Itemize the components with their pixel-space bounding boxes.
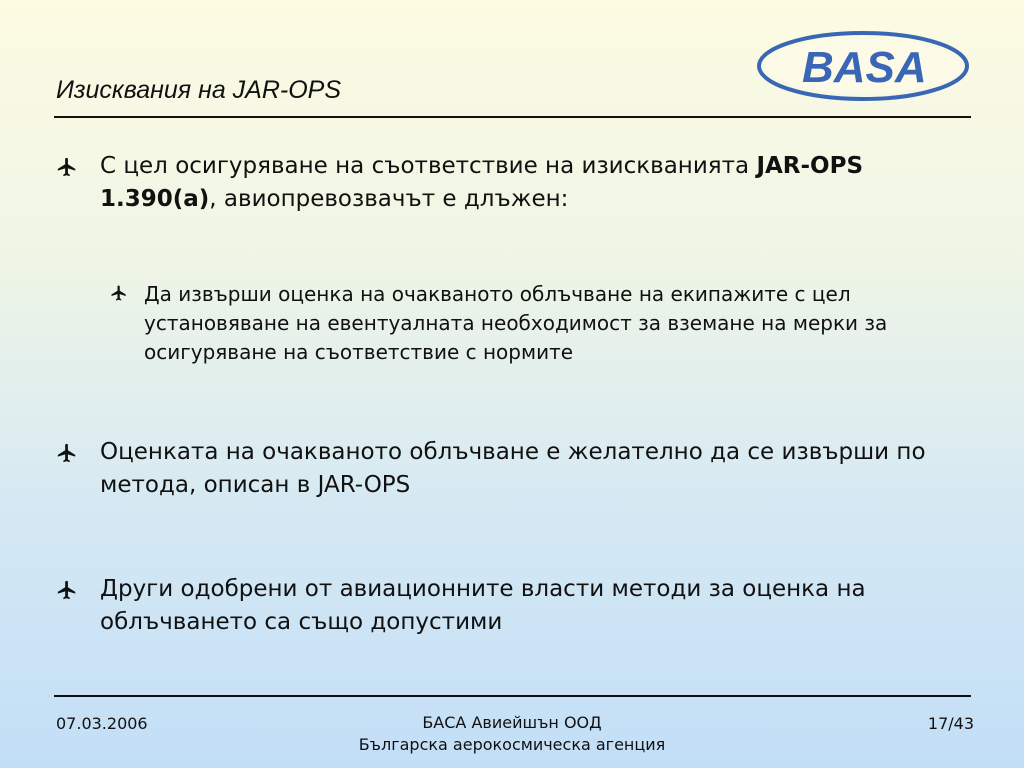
bullet-text: Други одобрени от авиационните власти методи за оценка на облъчването са също допустими [100, 576, 866, 635]
bullet-text-bold: JAR-OPS 1.390(a) [100, 153, 864, 212]
bullet-text: , авиопревозвачът е длъжен: [209, 186, 569, 212]
footer-org-line1: БАСА Авиейшън ООД [422, 713, 602, 732]
airplane-icon [110, 284, 128, 302]
airplane-icon [56, 579, 78, 601]
logo-text: BASA [802, 43, 927, 92]
bullet-item [56, 436, 946, 502]
footer-org-line2: Българска аерокосмическа агенция [358, 735, 666, 754]
footer-date: 07.03.2006 [56, 714, 148, 733]
page-title: Изисквания на JAR-OPS [56, 76, 342, 104]
sub-bullet-item [110, 280, 970, 367]
airplane-icon [56, 156, 78, 178]
airplane-icon [56, 442, 78, 464]
bullet-item [56, 150, 946, 216]
page-number: 17/43 [927, 714, 974, 733]
bullet-text: С цел осигуряване на съответствие на изискванията [100, 153, 757, 179]
sub-bullet-text: Да извърши оценка на очакваното облъчване на екипажите с цел установяване на евентуалната необходимост за вземане на мерки за осигуряване на съответствие с нормите [144, 282, 888, 364]
bullet-item [56, 573, 946, 639]
header-divider [54, 116, 971, 118]
basa-logo [752, 26, 974, 106]
footer-divider [54, 695, 971, 697]
bullet-text: Оценката на очакваното облъчване е желателно да се извърши по метода, описан в JAR-OPS [100, 439, 926, 498]
footer-organization [312, 712, 712, 756]
